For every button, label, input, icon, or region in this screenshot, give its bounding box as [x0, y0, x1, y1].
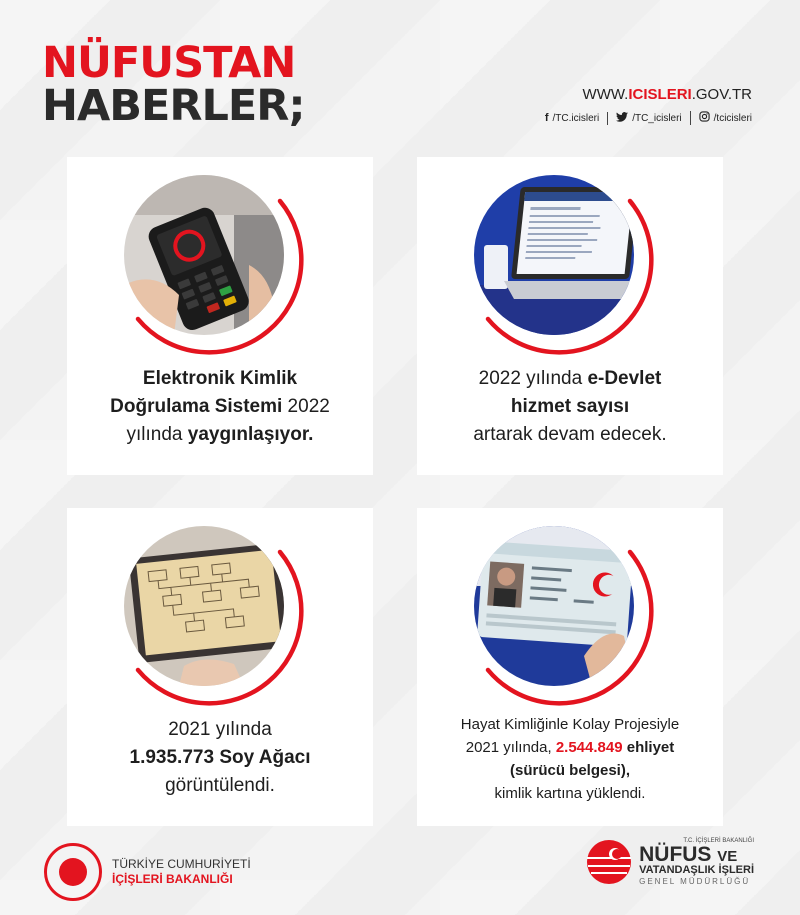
card-4-license-count: 2.544.849: [555, 739, 623, 756]
card-2-line-1-normal: 2022 yılında: [478, 368, 588, 389]
card-3-line-3: [67, 772, 373, 800]
laptop-photo: [474, 175, 634, 335]
nvi-mid-line: VATANDAŞLIK İŞLERİ: [639, 864, 754, 876]
card-4-line-1-normal: Hayat Kimliğinle Kolay Projesiyle: [460, 716, 680, 733]
card-2-text: [417, 365, 723, 449]
card-4-line-2: [417, 736, 723, 759]
card-1-text: [67, 365, 373, 449]
card-1-line-1-bold: Elektronik Kimlik: [142, 368, 298, 389]
card-1-line-2: [67, 393, 373, 421]
card-1-line-1: [67, 365, 373, 393]
card-3-line-3-normal: görüntülendi.: [165, 775, 275, 796]
card-3-line-2-bold: 1.935.773 Soy Ağacı: [129, 747, 311, 768]
twitter-icon: [616, 112, 628, 125]
card-2-line-3-normal: artarak devam edecek.: [473, 424, 667, 445]
nvi-name: [639, 838, 754, 886]
instagram-icon: [699, 111, 710, 125]
title-line-2: HABERLER;: [42, 81, 305, 131]
nvi-logo-icon: [585, 838, 633, 886]
card-4-line-2-normal: 2021 yılında,: [465, 739, 556, 756]
news-card-e-devlet: [417, 157, 723, 475]
card-1-line-2-bold: Doğrulama Sistemi: [110, 396, 283, 417]
facebook-icon: f: [544, 112, 549, 124]
card-2-line-2: [417, 393, 723, 421]
twitter-handle: /TC_icisleri: [632, 112, 682, 124]
website-prefix: WWW.: [582, 86, 629, 103]
card-2-line-1: [417, 365, 723, 393]
card-1-line-3: [67, 421, 373, 449]
card-4-line-4-normal: kimlik kartına yüklendi.: [494, 785, 646, 802]
card-3-line-2: [67, 744, 373, 772]
ministry-logo-block: [44, 843, 251, 901]
contact-block: [537, 86, 752, 125]
title-line-1: NÜFUSTAN: [42, 38, 296, 88]
card-2-line-2-bold: hizmet sayısı: [510, 396, 630, 417]
card-1-line-3-normal: yılında: [126, 424, 188, 445]
card-4-text: [417, 713, 723, 805]
card-image-frame: [474, 175, 654, 355]
facebook-handle: /TC.icisleri: [552, 112, 600, 124]
card-2-line-3: [417, 421, 723, 449]
card-image-frame: [124, 175, 304, 355]
social-twitter[interactable]: [607, 112, 689, 125]
nvi-big-line: [639, 844, 754, 865]
page-title: [42, 38, 305, 131]
news-card-kimlik-dogrulama: [67, 157, 373, 475]
card-1-line-3-bold: yaygınlaşıyor.: [187, 424, 314, 445]
card-4-line-1: [417, 713, 723, 736]
family-tree-photo: [124, 526, 284, 686]
social-links: [537, 111, 752, 125]
card-4-line-4: [417, 782, 723, 805]
card-4-line-3-bold: (sürücü belgesi),: [509, 762, 631, 779]
card-3-line-1: [67, 716, 373, 744]
website-brand: ICISLERI: [628, 86, 692, 103]
ministry-name: [112, 857, 251, 887]
social-facebook[interactable]: [537, 112, 607, 124]
news-card-soy-agaci: [67, 508, 373, 826]
news-card-ehliyet: [417, 508, 723, 826]
card-2-line-1-bold: e-Devlet: [587, 368, 662, 389]
nvi-bottom-line: GENEL MÜDÜRLÜĞÜ: [639, 877, 751, 886]
website-link[interactable]: [537, 86, 752, 103]
social-instagram[interactable]: [690, 111, 752, 125]
ministry-seal-icon: [44, 843, 102, 901]
card-3-text: [67, 716, 373, 800]
id-card-photo: [474, 526, 634, 686]
nvi-top-line: T.C. İÇİŞLERİ BAKANLIĞI: [683, 838, 754, 844]
instagram-handle: /tcicisleri: [713, 112, 752, 124]
card-image-frame: [474, 526, 654, 706]
pos-terminal-photo: [124, 175, 284, 335]
nvi-nufus: NÜFUS: [639, 843, 712, 866]
nvi-ve: VE: [717, 848, 738, 865]
card-4-line-2-bold: ehliyet: [622, 739, 675, 756]
nvi-logo-block: [585, 838, 754, 886]
card-image-frame: [124, 526, 304, 706]
website-suffix: .GOV.TR: [691, 86, 752, 103]
card-4-line-3: [417, 759, 723, 782]
ministry-line-2: İÇİŞLERİ BAKANLIĞI: [112, 872, 233, 886]
card-3-line-1-normal: 2021 yılında: [168, 719, 272, 740]
card-1-line-2-normal: 2022: [282, 396, 330, 417]
ministry-line-1: TÜRKİYE CUMHURİYETİ: [112, 857, 251, 871]
